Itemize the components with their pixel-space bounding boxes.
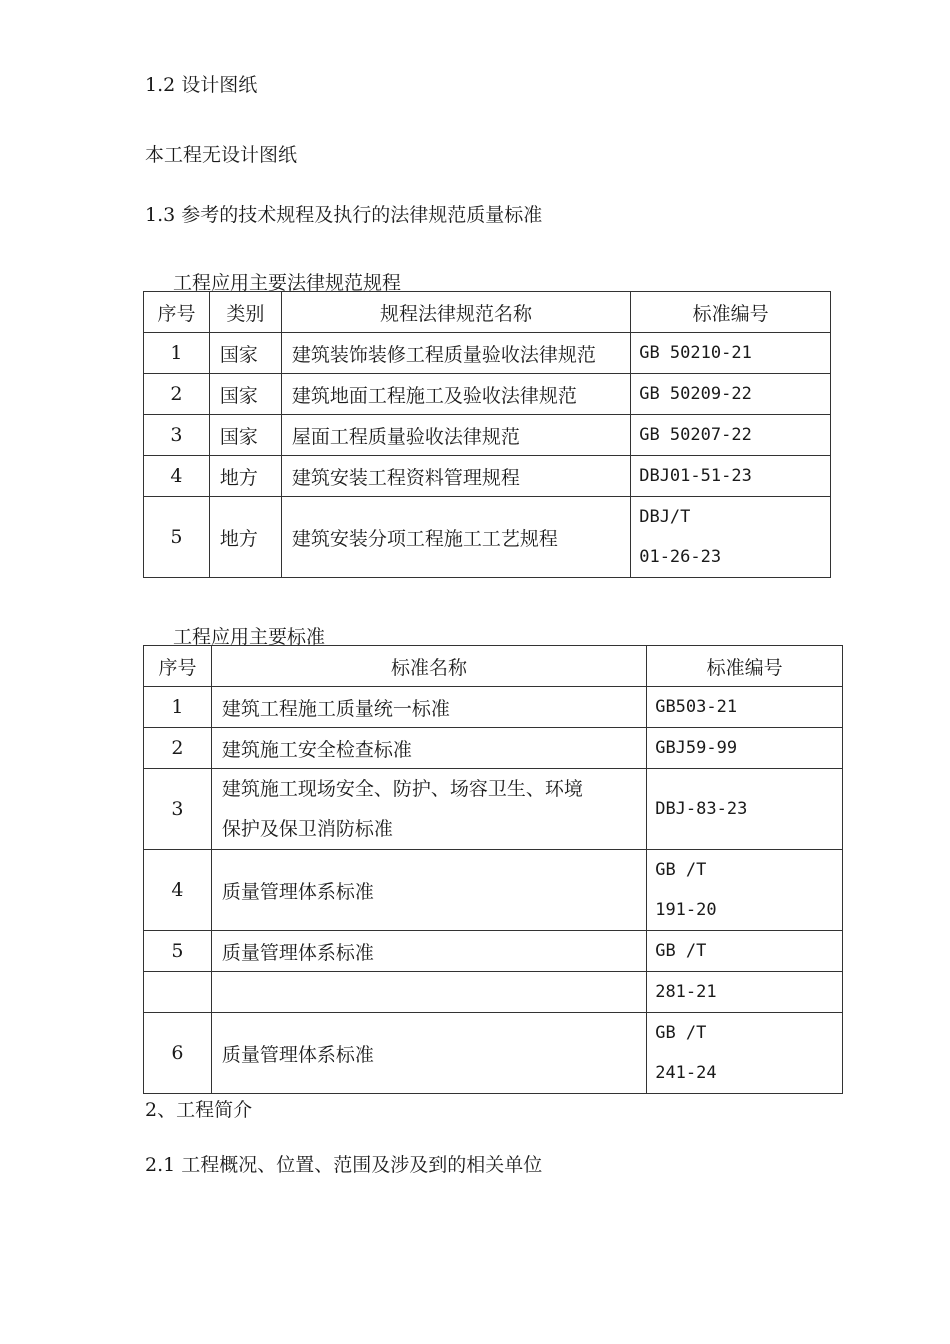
row-name: 质量管理体系标准 xyxy=(211,1013,646,1094)
table-row xyxy=(144,728,843,769)
row-index: 1 xyxy=(144,687,212,728)
table-row xyxy=(144,931,843,972)
row-name: 质量管理体系标准 xyxy=(211,931,646,972)
row-category: 地方 xyxy=(209,456,281,497)
table-row xyxy=(144,972,843,1013)
row-name xyxy=(211,769,646,850)
row-index: 6 xyxy=(144,1013,212,1094)
row-name: 建筑地面工程施工及验收法律规范 xyxy=(281,374,630,415)
row-name xyxy=(211,972,646,1013)
row-index: 4 xyxy=(144,850,212,931)
table2-header-index: 序号 xyxy=(144,646,212,687)
table-row xyxy=(144,1013,843,1094)
row-index xyxy=(144,972,212,1013)
section-2-heading: 2、工程简介 xyxy=(145,1099,253,1121)
table1-header-row xyxy=(144,292,831,333)
row-code: GB 50210-21 xyxy=(631,333,831,374)
row-name: 建筑施工安全检查标准 xyxy=(211,728,646,769)
row-name: 建筑安装分项工程施工工艺规程 xyxy=(281,497,630,578)
row-category: 国家 xyxy=(209,333,281,374)
table2-header-row xyxy=(144,646,843,687)
table-row xyxy=(144,456,831,497)
row-name: 建筑装饰装修工程质量验收法律规范 xyxy=(281,333,630,374)
row-code: GB 50209-22 xyxy=(631,374,831,415)
laws-regulations-table xyxy=(143,291,831,578)
table1-header-code: 标准编号 xyxy=(631,292,831,333)
table2-header-code: 标准编号 xyxy=(647,646,843,687)
row-code-line2: 01-26-23 xyxy=(639,547,722,567)
row-index: 5 xyxy=(144,931,212,972)
table-row xyxy=(144,687,843,728)
table-row xyxy=(144,769,843,850)
row-code: DBJ-83-23 xyxy=(647,769,843,850)
row-name: 建筑工程施工质量统一标准 xyxy=(211,687,646,728)
row-name: 屋面工程质量验收法律规范 xyxy=(281,415,630,456)
row-code xyxy=(631,497,831,578)
row-code: GB503-21 xyxy=(647,687,843,728)
section-1-3-heading: 1.3 参考的技术规程及执行的法律规范质量标准 xyxy=(145,204,543,226)
row-name: 建筑安装工程资料管理规程 xyxy=(281,456,630,497)
table2-caption: 工程应用主要标准 xyxy=(173,626,326,648)
row-index: 1 xyxy=(144,333,210,374)
table1-header-index: 序号 xyxy=(144,292,210,333)
table-row xyxy=(144,497,831,578)
row-code xyxy=(647,1013,843,1094)
row-name-line1: 建筑施工现场安全、防护、场容卫生、环境 xyxy=(221,778,583,800)
row-category: 地方 xyxy=(209,497,281,578)
row-name-line2: 保护及保卫消防标准 xyxy=(221,818,393,840)
row-code-line2: 191-20 xyxy=(655,900,717,920)
table2-header-name: 标准名称 xyxy=(211,646,646,687)
row-code-line2: 241-24 xyxy=(655,1063,717,1083)
table1-caption: 工程应用主要法律规范规程 xyxy=(173,272,402,294)
row-code: GBJ59-99 xyxy=(647,728,843,769)
standards-table xyxy=(143,645,843,1094)
row-category: 国家 xyxy=(209,415,281,456)
table-row xyxy=(144,850,843,931)
row-index: 2 xyxy=(144,728,212,769)
row-index: 5 xyxy=(144,497,210,578)
section-2-1-heading: 2.1 工程概况、位置、范围及涉及到的相关单位 xyxy=(145,1154,543,1176)
table-row xyxy=(144,415,831,456)
row-index: 4 xyxy=(144,456,210,497)
row-code: GB 50207-22 xyxy=(631,415,831,456)
row-code xyxy=(647,850,843,931)
row-index: 3 xyxy=(144,415,210,456)
row-code: DBJ01-51-23 xyxy=(631,456,831,497)
row-code-line1: GB /T xyxy=(655,1023,707,1043)
table1-header-category: 类别 xyxy=(209,292,281,333)
section-1-2-heading: 1.2 设计图纸 xyxy=(145,74,258,96)
row-code: GB /T xyxy=(647,931,843,972)
row-code-line1: DBJ/T xyxy=(639,507,691,527)
row-index: 2 xyxy=(144,374,210,415)
row-code: 281-21 xyxy=(647,972,843,1013)
no-drawings-text: 本工程无设计图纸 xyxy=(145,144,298,166)
table-row xyxy=(144,333,831,374)
row-code-line1: GB /T xyxy=(655,860,707,880)
row-index: 3 xyxy=(144,769,212,850)
table-row xyxy=(144,374,831,415)
table1-header-name: 规程法律规范名称 xyxy=(281,292,630,333)
row-category: 国家 xyxy=(209,374,281,415)
row-name: 质量管理体系标准 xyxy=(211,850,646,931)
